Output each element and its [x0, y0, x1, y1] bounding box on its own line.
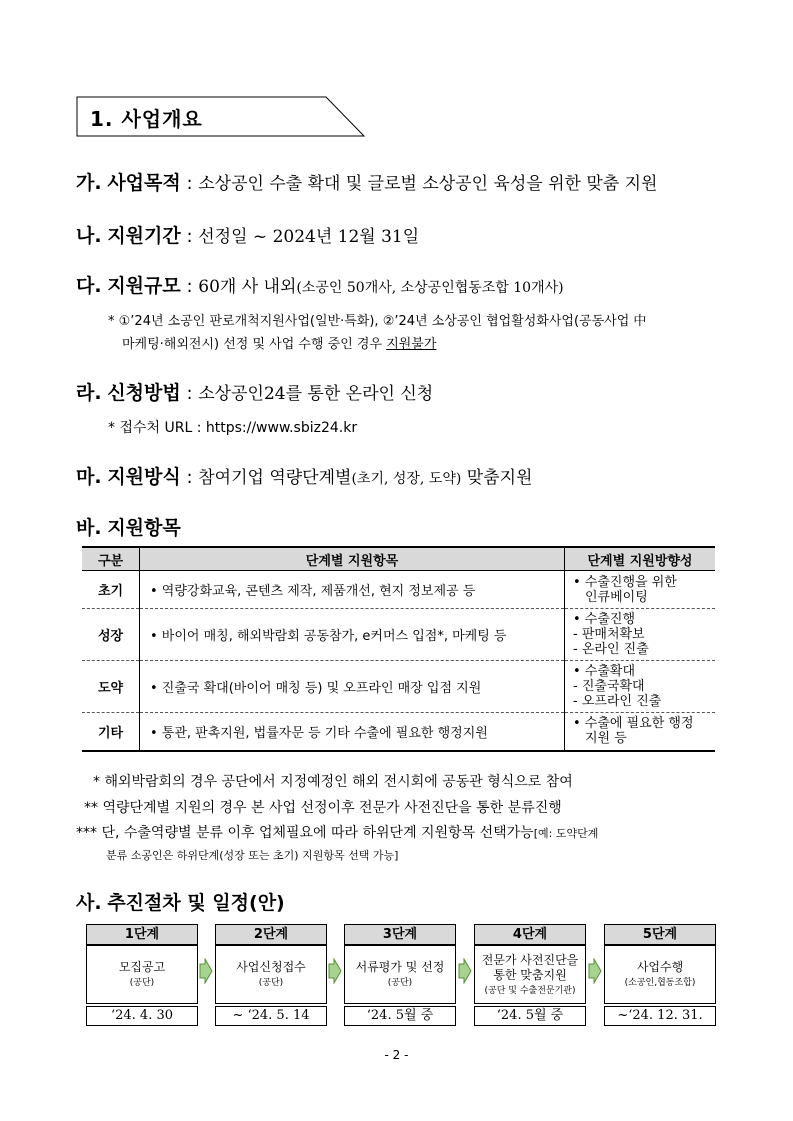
step-body: 서류평가 및 선정 (공단)	[344, 945, 456, 1004]
footnote-2: ** 역량단계별 지원의 경우 본 사업 선정이후 전문가 사전진단을 통한 분류진행	[84, 800, 562, 816]
scale-note-line2: 마케팅·해외전시) 선정 및 사업 수행 중인 경우 지원불가	[122, 337, 437, 352]
item-title: 추진절차 및 일정(안)	[107, 892, 285, 914]
step-stage: 2단계	[215, 924, 327, 945]
step-body: 사업수행 (소공인,협동조합)	[604, 945, 716, 1004]
item-content: 소상공인24를 통한 온라인 신청	[198, 384, 434, 404]
item-title: 지원규모	[107, 275, 181, 297]
item-marker: 나.	[76, 225, 102, 247]
direction-cell: • 수출진행 - 판매처확보 - 온라인 진출	[565, 609, 716, 661]
item-content: 참여기업 역량단계별	[198, 468, 352, 488]
footnote-1: * 해외박람회의 경우 공단에서 지정예정인 해외 전시회에 공동관 형식으로 참여	[93, 774, 573, 790]
scale-note-line1: * ①’24년 소공인 판로개척지원사업(일반·특화), ②’24년 소상공인 협업활성화사업(공동사업 中	[108, 314, 647, 329]
item-content: 60개 사 내외	[198, 277, 297, 297]
item-content: 선정일 ~ 2024년 12월 31일	[198, 227, 420, 247]
process-step-4	[474, 924, 586, 1025]
item-marker: 라.	[76, 382, 102, 404]
step-body: 전문가 사전진단을 통한 맞춤지원 (공단 및 수출전문기관)	[474, 945, 586, 1004]
item-method: 마. 지원방식 : 참여기업 역량단계별(초기, 성장, 도약) 맞춤지원	[76, 466, 533, 488]
process-step-1	[86, 924, 198, 1025]
table-row	[82, 661, 715, 713]
table-header: 단계별 지원항목	[140, 547, 565, 571]
step-body: 사업신청접수 (공단)	[215, 945, 327, 1004]
step-body: 모집공고 (공단)	[86, 945, 198, 1004]
item-content: 소상공인 수출 확대 및 글로벌 소상공인 육성을 위한 맞춤 지원	[198, 174, 658, 194]
arrow-right-icon	[458, 958, 472, 984]
direction-cell: • 수출에 필요한 행정 지원 등	[565, 713, 716, 751]
stage-cell: 도약	[82, 661, 140, 713]
stage-cell: 성장	[82, 609, 140, 661]
item-scale: 다. 지원규모 : 60개 사 내외(소공인 50개사, 소상공인협동조합 10개사)	[76, 275, 564, 297]
table-row	[82, 571, 715, 609]
process-step-3	[344, 924, 456, 1025]
table-header: 단계별 지원방향성	[565, 547, 716, 571]
support-table	[82, 546, 715, 752]
process-step-5	[604, 924, 716, 1025]
item-support-items	[76, 513, 181, 540]
stage-cell: 초기	[82, 571, 140, 609]
step-stage: 3단계	[344, 924, 456, 945]
item-title: 지원기간	[107, 225, 181, 247]
item-content-detail: (소공인 50개사, 소상공인협동조합 10개사)	[296, 280, 564, 296]
ineligible-text: 지원불가	[386, 337, 437, 352]
items-cell: • 바이어 매칭, 해외박람회 공동참가, e커머스 입점*, 마케팅 등	[140, 609, 565, 661]
step-date: ‘24. 4. 30	[86, 1006, 198, 1026]
footnote-3-cont: 분류 소공인은 하위단계(성장 또는 초기) 지원항목 선택 가능]	[106, 849, 399, 862]
section-heading-box	[76, 96, 366, 136]
item-application: 라. 신청방법 : 소상공인24를 통한 온라인 신청	[76, 382, 434, 404]
items-cell: • 진출국 확대(바이어 매칭 등) 및 오프라인 매장 입점 지원	[140, 661, 565, 713]
step-date: ~ ‘24. 5. 14	[215, 1006, 327, 1026]
section-heading: 1. 사업개요	[90, 107, 203, 131]
item-marker: 다.	[76, 275, 102, 297]
table-header: 구분	[82, 547, 140, 571]
item-marker: 마.	[76, 466, 102, 488]
step-date: ~‘24. 12. 31.	[604, 1006, 716, 1026]
item-title: 신청방법	[107, 382, 181, 404]
item-marker: 사.	[76, 892, 102, 914]
footnote-3: *** 단, 수출역량별 분류 이후 업체필요에 따라 하위단계 지원항목 선택가능[예: 도약단계	[76, 825, 599, 841]
step-date: ‘24. 5월 중	[344, 1006, 456, 1026]
arrow-right-icon	[588, 958, 602, 984]
item-title: 지원방식	[107, 466, 181, 488]
direction-cell: • 수출확대 - 진출국확대 - 오프라인 진출	[565, 661, 716, 713]
stage-cell: 기타	[82, 713, 140, 751]
step-stage: 5단계	[604, 924, 716, 945]
arrow-right-icon	[199, 958, 213, 984]
item-title: 사업목적	[107, 172, 181, 194]
item-period: 나. 지원기간 : 선정일 ~ 2024년 12월 31일	[76, 225, 420, 247]
items-cell: • 통관, 판촉지원, 법률자문 등 기타 수출에 필요한 행정지원	[140, 713, 565, 751]
process-step-2	[215, 924, 327, 1025]
application-url-note: * 접수처 URL : https://www.sbiz24.kr	[108, 420, 358, 436]
step-stage: 1단계	[86, 924, 198, 945]
step-date: ‘24. 5월 중	[474, 1006, 586, 1026]
arrow-right-icon	[328, 958, 342, 984]
item-title: 지원항목	[107, 517, 181, 539]
item-marker: 바.	[76, 517, 102, 539]
items-cell: • 역량강화교육, 콘텐츠 제작, 제품개선, 현지 정보제공 등	[140, 571, 565, 609]
table-row	[82, 609, 715, 661]
direction-cell: • 수출진행을 위한 인큐베이팅	[565, 571, 716, 609]
table-row	[82, 713, 715, 751]
item-purpose: 가. 사업목적 : 소상공인 수출 확대 및 글로벌 소상공인 육성을 위한 맞춤 지원	[76, 172, 658, 194]
page-number: - 2 -	[384, 1048, 409, 1062]
item-marker: 가.	[76, 172, 102, 194]
item-process	[76, 888, 285, 915]
step-stage: 4단계	[474, 924, 586, 945]
